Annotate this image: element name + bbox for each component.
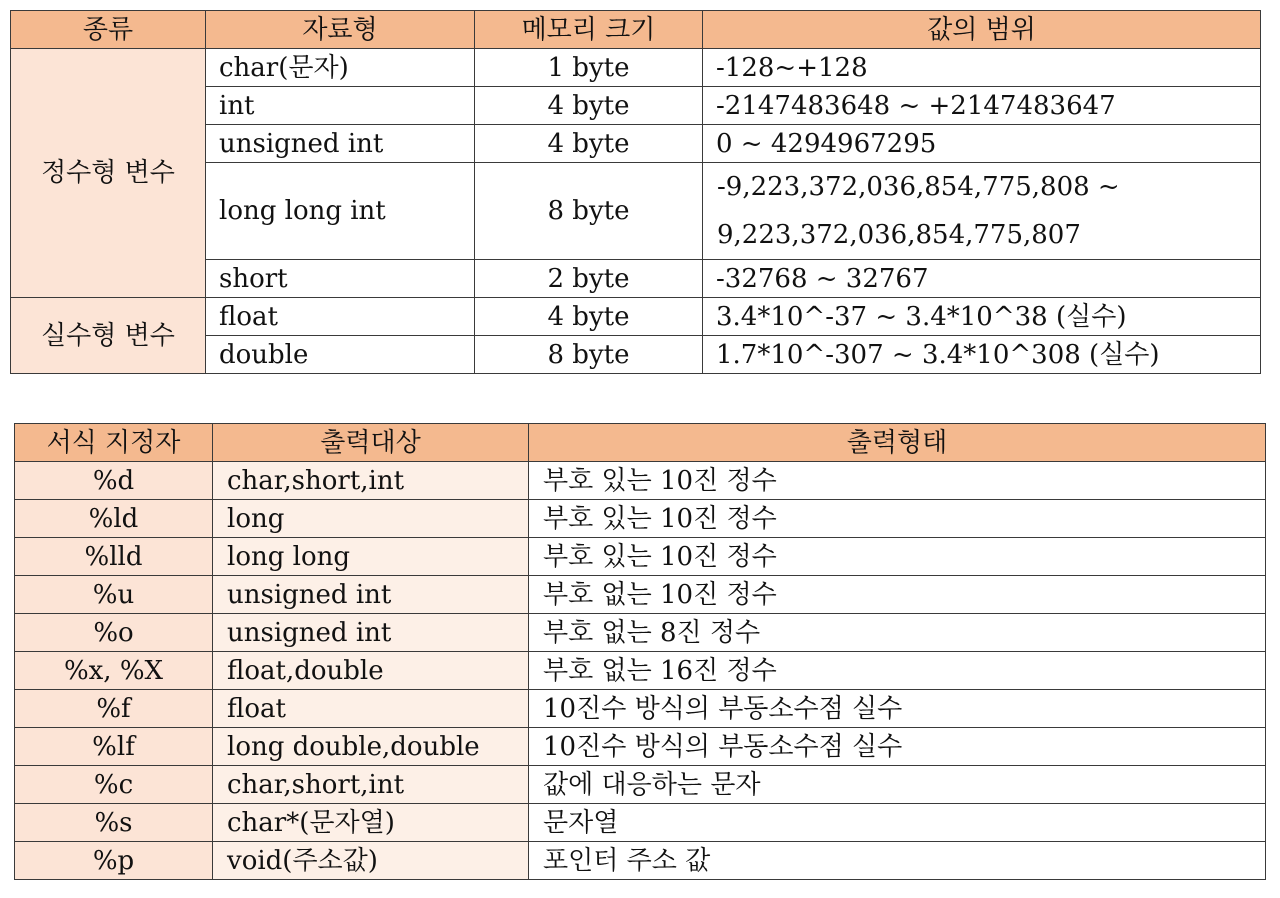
types-header-row — [11, 11, 1261, 49]
size-cell: 4 byte — [475, 125, 703, 163]
size-cell: 4 byte — [475, 298, 703, 336]
spec-cell: %f — [15, 690, 213, 728]
form-cell: 부호 없는 10진 정수 — [529, 576, 1266, 614]
spec-cell: %d — [15, 462, 213, 500]
form-cell: 부호 없는 16진 정수 — [529, 652, 1266, 690]
format-specifier-table — [14, 423, 1266, 880]
range-line-1: -9,223,372,036,854,775,808 ~ — [717, 172, 1120, 202]
target-cell: long — [213, 500, 529, 538]
type-cell: float — [206, 298, 475, 336]
type-cell: int — [206, 87, 475, 125]
range-cell: -32768 ~ 32767 — [703, 260, 1261, 298]
range-cell: -128~+128 — [703, 49, 1261, 87]
header-output-form: 출력형태 — [529, 424, 1266, 462]
category-float: 실수형 변수 — [11, 298, 206, 374]
table-row — [15, 462, 1266, 500]
format-table-body — [15, 462, 1266, 880]
form-cell: 10진수 방식의 부동소수점 실수 — [529, 690, 1266, 728]
header-output-target: 출력대상 — [213, 424, 529, 462]
form-cell: 부호 있는 10진 정수 — [529, 500, 1266, 538]
spec-cell: %s — [15, 804, 213, 842]
spec-cell: %lf — [15, 728, 213, 766]
table-row — [15, 690, 1266, 728]
form-cell: 부호 없는 8진 정수 — [529, 614, 1266, 652]
range-line-2: 9,223,372,036,854,775,807 — [717, 220, 1081, 250]
type-cell: long long int — [206, 163, 475, 260]
table-row — [15, 652, 1266, 690]
data-types-table — [10, 10, 1261, 374]
spec-cell: %x, %X — [15, 652, 213, 690]
target-cell: long double,double — [213, 728, 529, 766]
format-header-row — [15, 424, 1266, 462]
range-cell: -2147483648 ~ +2147483647 — [703, 87, 1261, 125]
form-cell: 문자열 — [529, 804, 1266, 842]
table-row — [15, 500, 1266, 538]
header-value-range: 값의 범위 — [703, 11, 1261, 49]
size-cell: 8 byte — [475, 336, 703, 374]
table-row — [11, 298, 1261, 336]
table-row — [15, 576, 1266, 614]
range-cell: 1.7*10^-307 ~ 3.4*10^308 (실수) — [703, 336, 1261, 374]
type-cell: char(문자) — [206, 49, 475, 87]
target-cell: char,short,int — [213, 462, 529, 500]
type-cell: double — [206, 336, 475, 374]
header-category: 종류 — [11, 11, 206, 49]
target-cell: unsigned int — [213, 576, 529, 614]
size-cell: 2 byte — [475, 260, 703, 298]
header-format-specifier: 서식 지정자 — [15, 424, 213, 462]
range-cell: 0 ~ 4294967295 — [703, 125, 1261, 163]
header-data-type: 자료형 — [206, 11, 475, 49]
type-cell: unsigned int — [206, 125, 475, 163]
spec-cell: %lld — [15, 538, 213, 576]
type-cell: short — [206, 260, 475, 298]
spec-cell: %o — [15, 614, 213, 652]
spec-cell: %p — [15, 842, 213, 880]
form-cell: 값에 대응하는 문자 — [529, 766, 1266, 804]
table-row — [15, 842, 1266, 880]
target-cell: float,double — [213, 652, 529, 690]
table-row — [15, 538, 1266, 576]
target-cell: long long — [213, 538, 529, 576]
target-cell: char*(문자열) — [213, 804, 529, 842]
form-cell: 포인터 주소 값 — [529, 842, 1266, 880]
range-cell — [703, 163, 1261, 260]
form-cell: 10진수 방식의 부동소수점 실수 — [529, 728, 1266, 766]
spec-cell: %ld — [15, 500, 213, 538]
table-row — [15, 614, 1266, 652]
spec-cell: %u — [15, 576, 213, 614]
form-cell: 부호 있는 10진 정수 — [529, 538, 1266, 576]
target-cell: unsigned int — [213, 614, 529, 652]
size-cell: 8 byte — [475, 163, 703, 260]
header-memory-size: 메모리 크기 — [475, 11, 703, 49]
table-row — [15, 728, 1266, 766]
form-cell: 부호 있는 10진 정수 — [529, 462, 1266, 500]
table-row — [15, 766, 1266, 804]
table-row — [15, 804, 1266, 842]
table-row — [11, 49, 1261, 87]
size-cell: 4 byte — [475, 87, 703, 125]
target-cell: float — [213, 690, 529, 728]
spec-cell: %c — [15, 766, 213, 804]
range-cell: 3.4*10^-37 ~ 3.4*10^38 (실수) — [703, 298, 1261, 336]
size-cell: 1 byte — [475, 49, 703, 87]
target-cell: void(주소값) — [213, 842, 529, 880]
category-integer: 정수형 변수 — [11, 49, 206, 298]
target-cell: char,short,int — [213, 766, 529, 804]
